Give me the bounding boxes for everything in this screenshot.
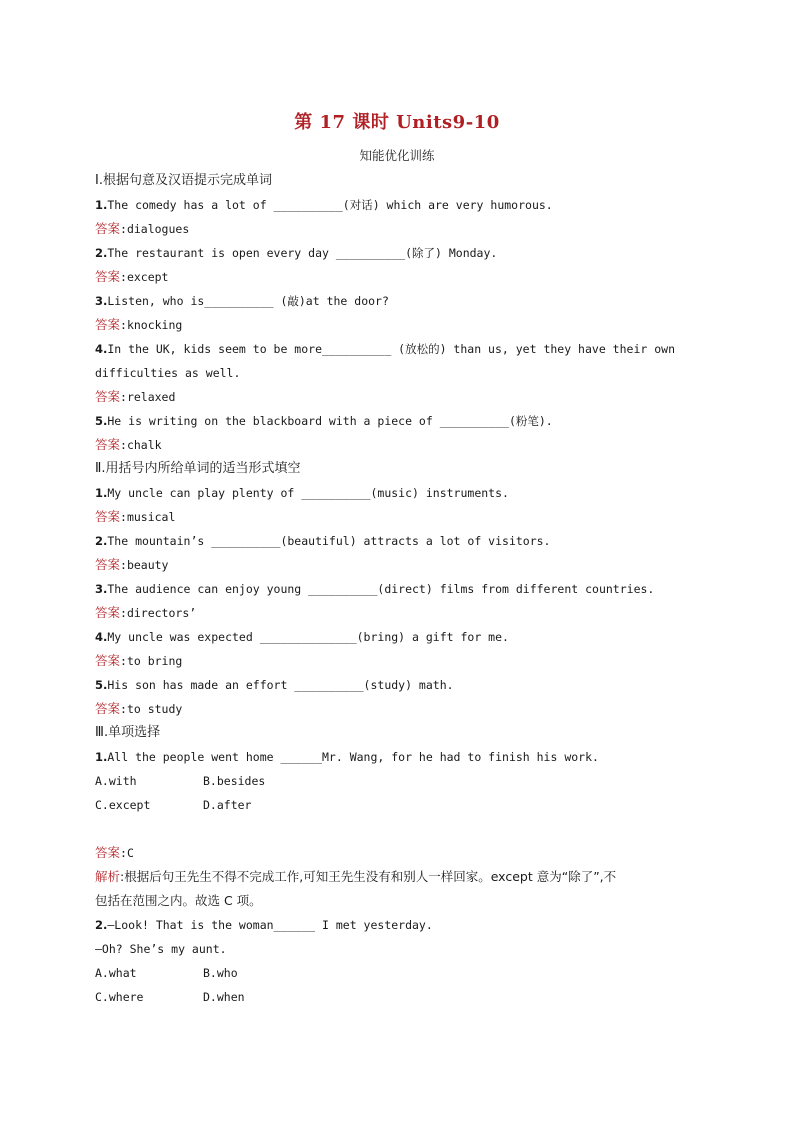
answer-label: 答案: [95, 701, 121, 716]
option-d: D.after: [203, 798, 252, 812]
question-line: [95, 341, 705, 357]
answer-line: [95, 509, 705, 525]
option-b: B.besides: [203, 774, 266, 788]
answer-value: :chalk: [120, 438, 162, 452]
answer-line: [95, 605, 705, 621]
answer-label: 答案: [95, 845, 121, 860]
analysis-line: [95, 868, 705, 886]
question-number: 2.: [95, 918, 108, 932]
answer-value: :knocking: [120, 318, 183, 332]
answer-line: [95, 221, 705, 237]
question-text: —Look! That is the woman______ I met yesterday.: [107, 918, 433, 932]
analysis-line-continued: [95, 892, 705, 910]
question-text: Listen, who is__________ (敲)at the door?: [107, 294, 389, 308]
answer-value: :directors’: [120, 606, 197, 620]
question-line: [95, 581, 705, 597]
option-c: C.where: [95, 990, 144, 1004]
question-line: [95, 245, 705, 261]
analysis-text: 包括在范围之内。故选 C 项。: [95, 893, 262, 908]
question-number: 3.: [95, 294, 108, 308]
page-subtitle: 知能优化训练: [359, 148, 435, 163]
question-text: The comedy has a lot of __________(对话) which are very humorous.: [107, 198, 553, 212]
question-text: In the UK, kids seem to be more__________ (放松的) than us, yet they have their own: [107, 342, 675, 356]
answer-value: :except: [120, 270, 169, 284]
question-number: 1.: [95, 750, 108, 764]
answer-line: [95, 701, 705, 717]
answer-line: [95, 269, 705, 285]
answer-label: 答案: [95, 221, 121, 236]
answer-line: [95, 845, 705, 861]
question-line: [95, 677, 705, 693]
answer-value: :relaxed: [120, 390, 176, 404]
answer-line: [95, 557, 705, 573]
page-title: 第 17 课时 Units9-10: [294, 112, 500, 133]
answer-line: [95, 653, 705, 669]
question-line: [95, 413, 705, 429]
option-a: A.with: [95, 774, 137, 788]
question-text: All the people went home ______Mr. Wang, for he had to finish his work.: [107, 750, 599, 764]
question-number: 2.: [95, 246, 108, 260]
question-number: 4.: [95, 342, 108, 356]
analysis-label: 解析: [95, 869, 121, 884]
answer-value: :C: [120, 846, 134, 860]
answer-label: 答案: [95, 269, 121, 284]
question-line: [95, 197, 705, 213]
question-number: 3.: [95, 582, 108, 596]
question-number: 1.: [95, 486, 108, 500]
question-number: 4.: [95, 630, 108, 644]
answer-label: 答案: [95, 317, 121, 332]
answer-label: 答案: [95, 437, 121, 452]
question-number: 1.: [95, 198, 108, 212]
question-number: 2.: [95, 534, 108, 548]
answer-label: 答案: [95, 653, 121, 668]
section-3-heading: Ⅲ.单项选择: [95, 725, 161, 740]
question-line: [95, 917, 705, 933]
analysis-text: :根据后句王先生不得不完成工作,可知王先生没有和别人一样回家。except 意为“除了”,不: [120, 869, 617, 884]
question-text: The restaurant is open every day __________(除了) Monday.: [107, 246, 498, 260]
section-2-heading: Ⅱ.用括号内所给单词的适当形式填空: [95, 461, 301, 476]
question-text: The audience can enjoy young __________(direct) films from different countries.: [107, 582, 655, 596]
question-line-continued: difficulties as well.: [95, 366, 241, 380]
answer-value: :beauty: [120, 558, 169, 572]
question-text: My uncle was expected ______________(bring) a gift for me.: [107, 630, 509, 644]
answer-value: :to bring: [120, 654, 183, 668]
question-line: [95, 293, 705, 309]
question-line: [95, 485, 705, 501]
question-text: The mountain’s __________(beautiful) attracts a lot of visitors.: [107, 534, 551, 548]
option-b: B.who: [203, 966, 238, 980]
answer-value: :musical: [120, 510, 176, 524]
question-number: 5.: [95, 414, 108, 428]
answer-value: :to study: [120, 702, 183, 716]
section-1-heading: Ⅰ.根据句意及汉语提示完成单词: [95, 173, 272, 188]
question-text: His son has made an effort __________(study) math.: [107, 678, 454, 692]
answer-line: [95, 437, 705, 453]
answer-line: [95, 389, 705, 405]
answer-label: 答案: [95, 389, 121, 404]
question-text: My uncle can play plenty of __________(music) instruments.: [107, 486, 509, 500]
question-text: He is writing on the blackboard with a piece of __________(粉笔).: [107, 414, 553, 428]
answer-label: 答案: [95, 557, 121, 572]
question-line-continued: —Oh? She’s my aunt.: [95, 942, 227, 956]
answer-line: [95, 317, 705, 333]
question-line: [95, 749, 705, 765]
option-d: D.when: [203, 990, 245, 1004]
answer-value: :dialogues: [120, 222, 190, 236]
question-line: [95, 533, 705, 549]
answer-label: 答案: [95, 605, 121, 620]
option-a: A.what: [95, 966, 137, 980]
option-c: C.except: [95, 798, 151, 812]
question-line: [95, 629, 705, 645]
question-number: 5.: [95, 678, 108, 692]
answer-label: 答案: [95, 509, 121, 524]
